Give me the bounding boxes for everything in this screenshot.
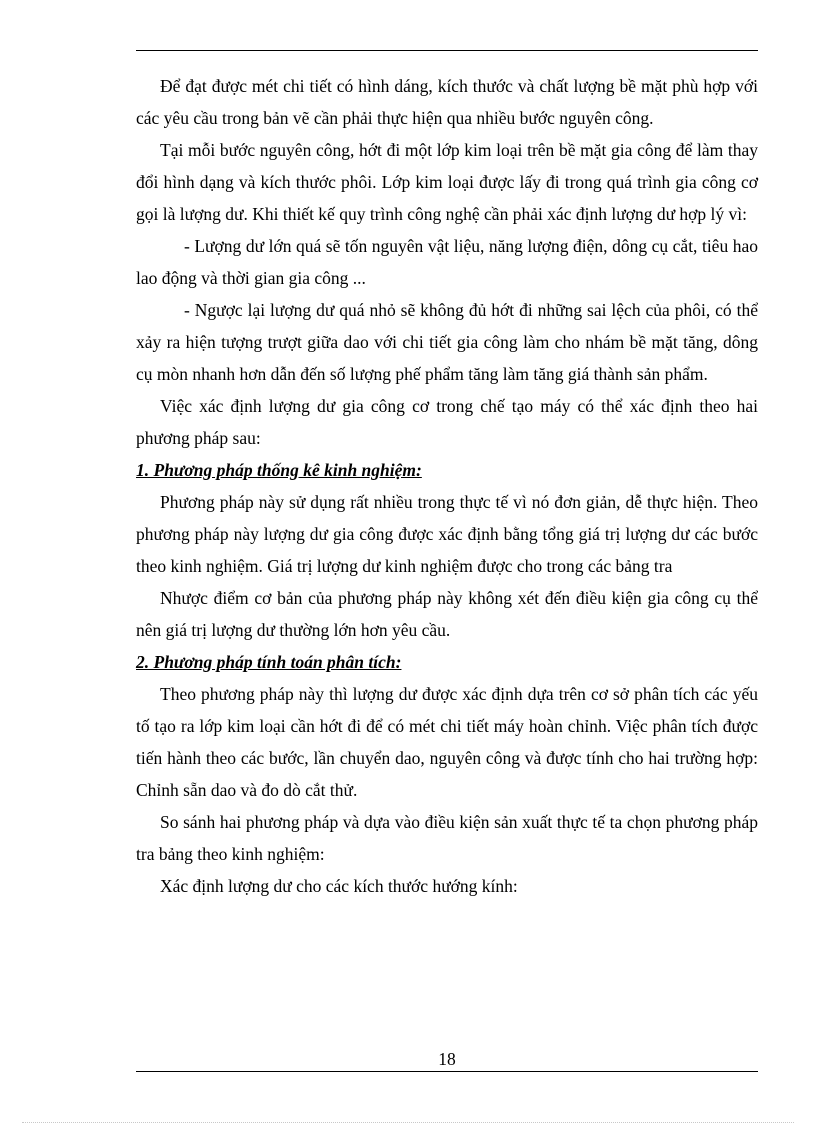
paragraph-methods: Việc xác định lượng dư gia công cơ trong chế tạo máy có thể xác định theo hai phương pháp sau: [136,396,758,448]
header-rule [136,50,758,51]
footer-rule [136,1071,758,1072]
section2-paragraph: Theo phương pháp này thì lượng dư được xác định dựa trên cơ sở phân tích các yếu tố tạo ra lớp kim loại cần hớt đi để có mét chi tiết máy hoàn chỉnh. Việc phân tích được tiến hành theo các bước, lần chuyển dao, nguyên công và được tính cho hai trường hợp: Chỉnh sẵn dao và đo dò cắt thử. [136,684,758,800]
section-heading-1: 1. Phương pháp thống kê kinh nghiệm: [136,460,422,480]
section2-paragraph: So sánh hai phương pháp và dựa vào điều kiện sản xuất thực tế ta chọn phương pháp tra bảng theo kinh nghiệm: [136,812,758,864]
section-heading-2: 2. Phương pháp tính toán phân tích: [136,652,402,672]
paragraph-small-allowance: - Ngược lại lượng dư quá nhỏ sẽ không đủ hớt đi những sai lệch của phôi, có thể xảy ra hiện tượng trượt giữa dao với chi tiết gia công làm cho nhám bề mặt tăng, dông cụ mòn nhanh hơn dẫn đến số lượng phế phẩm tăng làm tăng giá thành sản phẩm. [136,300,758,384]
section1-paragraph: Nhược điểm cơ bản của phương pháp này không xét đến điều kiện gia công cụ thể nên giá trị lượng dư thường lớn hơn yêu cầu. [136,588,758,640]
paragraph-allowance: Tại mỗi bước nguyên công, hớt đi một lớp kim loại trên bề mặt gia công để làm thay đổi hình dạng và kích thước phôi. Lớp kim loại được lấy đi trong quá trình gia công cơ gọi là lượng dư. Khi thiết kế quy trình công nghệ cần phải xác định lượng dư hợp lý vì: [136,140,758,224]
section1-paragraph: Phương pháp này sử dụng rất nhiều trong thực tế vì nó đơn giản, dễ thực hiện. Theo phương pháp này lượng dư gia công được xác định bằng tổng giá trị lượng dư các bước theo kinh nghiệm. Giá trị lượng dư kinh nghiệm được cho trong các bảng tra [136,492,758,576]
paragraph-large-allowance: - Lượng dư lớn quá sẽ tốn nguyên vật liệu, năng lượng điện, dông cụ cắt, tiêu hao lao động và thời gian gia công ... [136,236,758,288]
section2-paragraph: Xác định lượng dư cho các kích thước hướng kính: [160,876,518,896]
document-body [136,70,758,902]
paragraph-intro: Để đạt được mét chi tiết có hình dáng, kích thước và chất lượng bề mặt phù hợp với các yêu cầu trong bản vẽ cần phải thực hiện qua nhiều bước nguyên công. [136,76,758,128]
page-number: 18 [438,1049,456,1069]
